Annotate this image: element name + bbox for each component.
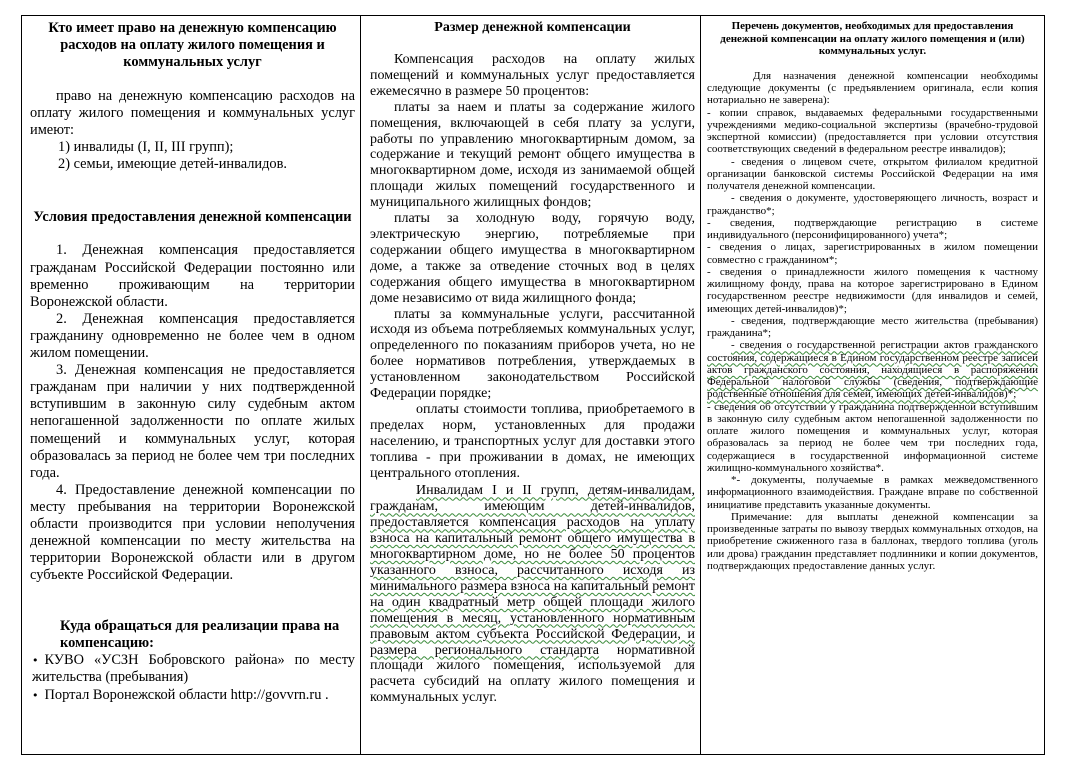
bullet-icon: • [32, 688, 39, 702]
contact-item: • КУВО «УСЗН Бобровского района» по месту жительства (пребывания) [32, 652, 355, 686]
amount-title: Размер денежной компенсации [434, 20, 631, 35]
condition-item: 3. Денежная компенсация не предоставляется гражданам при наличии у них подтвержденной вступившим в законную силу судебным актом непогашенной задолженности по оплате жилых помещений и коммунальных услуг, которая образовалась за период не более чем три последних года. [30, 362, 355, 481]
highlighted-text: Инвалидам I и II групп, детям-инвалидам, гражданам, имеющим детей-инвалидов, предоставляется компенсация расходов на уплату взноса на капитальный ремонт общего имущества в многоквартирном доме, но не более 50 процентов указанного взноса, рассчитанного исходя из минимального размера взноса на капитальный ремонт на один квадратный метр общей площади жилого помещения в месяц, установленного нормативным правовым актом субъекта Российской Федерации, и размера регионального стандарта [370, 483, 695, 658]
eligibility-item: 2) семьи, имеющие детей-инвалидов. [58, 156, 288, 173]
portal-link[interactable]: Портал Воронежской области http://govvrn.ru . [44, 686, 329, 703]
amount-paragraph: оплаты стоимости топлива, приобретаемого в пределах норм, установленных для продажи населению, и транспортных услуг для доставки этого топлива - при проживании в домах, не имеющих центрального отопления. [370, 401, 695, 481]
amount-paragraph: Компенсация расходов на оплату жилых помещений и коммунальных услуг предоставляется ежемесячно в размере 50 процентов: [370, 52, 695, 99]
column-eligibility [22, 16, 361, 754]
column-amount [361, 16, 701, 754]
document-item: - сведения, подтверждающие регистрацию в системе индивидуального (персонифицированного) учета*; [707, 216, 1038, 242]
bullet-icon: • [32, 654, 39, 668]
document-item: - сведения о лицах, зарегистрированных в жилом помещении совместно с гражданином*; [707, 241, 1038, 266]
condition-item: 1. Денежная компенсация предоставляется гражданам Российской Федерации постоянно или временно проживающим на территории Воронежской области. [30, 242, 355, 310]
conditions-title: Условия предоставления денежной компенсации [33, 209, 352, 226]
document-item: - сведения о лицевом счете, открытом филиалом кредитной организации банковской системы Российской Федерации на имя получателя денежной компенсации. [707, 155, 1038, 193]
amount-paragraph: платы за холодную воду, горячую воду, электрическую энергию, потребляемые при содержании общего имущества в многоквартирном доме, а также за отведение сточных вод в целях содержания общего имущества в многоквартирном доме независимо от вида жилищного фонда; [370, 211, 695, 306]
eligibility-item: 1) инвалиды (I, II, III групп); [58, 139, 234, 156]
document-item: - сведения о документе, удостоверяющего личность, возраст и гражданство*; [707, 192, 1038, 217]
eligibility-intro: право на денежную компенсацию расходов на оплату жилого помещения и коммунальных услуг имеют: [30, 88, 355, 139]
leaflet-table [21, 15, 1045, 755]
eligibility-title: Кто имеет право на денежную компенсацию расходов на оплату жилого помещения и коммунальных услуг [48, 20, 337, 70]
documents-intro: Для назначения денежной компенсации необходимы следующие документы (с предъявлением оригинала, если копия нотариально не заверена): [707, 69, 1038, 107]
document-item: - сведения об отсутствии у гражданина подтвержденной вступившим в законную силу судебным актом непогашенной задолженности по оплате жилого помещения и коммунальных услуг, которая образовалась за период не более чем три последних года, содержащиеся в государственной информационной системе жилищно-коммунального хозяйства*. [707, 400, 1038, 474]
contact-item[interactable] [30, 687, 355, 704]
document-item: - сведения о принадлежности жилого помещения к частному жилищному фонду, права на которое зарегистрировано в Едином государственном реестре недвижимости (для инвалидов и семей, имеющих детей-инвалидов)*; [707, 265, 1038, 315]
document-item: - сведения, подтверждающие место жительства (пребывания) гражданина*; [707, 314, 1038, 340]
footnote: *- документы, получаемые в рамках межведомственного информационного взаимодействия. Граждане вправе по собственной инициативе представить указанные документы. [707, 474, 1038, 511]
amount-paragraph: платы за наем и платы за содержание жилого помещения, включающей в себя плату за услуги, работы по управлению многоквартирным домом, за содержание и текущий ремонт общего имущества в многоквартирном доме, исходя из занимаемой общей площади жилых помещений государственного и муниципального жилищных фондов; [370, 99, 695, 211]
amount-paragraph: платы за коммунальные услуги, рассчитанной исходя из объема потребляемых коммунальных услуг, определенного по показаниям приборов учета, но не более нормативов потребления, утверждаемых в установленном законодательством Российской Федерации порядке; [370, 306, 695, 402]
document-item: - копии справок, выдаваемых федеральными государственными учреждениями медико-социальной экспертизы (врачебно-трудовой экспертной комиссии) (предоставляется при условии отсутствия соответствующих сведений в федеральном реестре инвалидов); [707, 106, 1038, 156]
condition-item: 2. Денежная компенсация предоставляется гражданину одновременно не более чем в одном жилом помещении. [30, 310, 355, 362]
note: Примечание: для выплаты денежной компенсации за произведенные затраты по вывозу твердых коммунальных отходов, на приобретение сжиженного газа в баллонах, твердого топлива (уголь или дрова) гражданин представляет подлинники и копии документов, подтверждающих предоставление данных услуг. [707, 510, 1038, 572]
document-item-highlighted: - сведения о государственной регистрации актов гражданского состояния, содержащиеся в Едином государственном реестре записей актов гражданского состояния, находящиеся в распоряжении Федеральной налоговой службы (сведения, подтверждающие родственные отношения для семей, имеющих детей-инвалидов)*; [707, 339, 1038, 401]
condition-item: 4. Предоставление денежной компенсации по месту пребывания на территории Воронежской области производится при условии неполучения денежной компенсации по месту жительства на территории Воронежской области или в другом субъекте Российской Федерации. [30, 481, 355, 584]
contacts-title: Куда обращаться для реализации права на компенсацию: [60, 618, 340, 652]
capital-repair-paragraph: Инвалидам I и II групп, детям-инвалидам, гражданам, имеющим детей-инвалидов, предоставляется компенсация расходов на уплату взноса на капитальный ремонт общего имущества в многоквартирном доме, но не более 50 процентов указанного взноса, рассчитанного исходя из минимального размера взноса на капитальный ремонт на один квадратный метр общей площади жилого помещения в месяц, установленного нормативным правовым актом субъекта Российской Федерации, и размера регионального стандарта нормативной площади жилого помещения, используемой для расчета субсидий на оплату жилого помещения и коммунальных услуг. [370, 483, 696, 706]
column-documents [701, 16, 1044, 754]
documents-title: Перечень документов, необходимых для предоставления денежной компенсации на оплату жилого помещения и (или) коммунальных услуг. [720, 20, 1025, 58]
